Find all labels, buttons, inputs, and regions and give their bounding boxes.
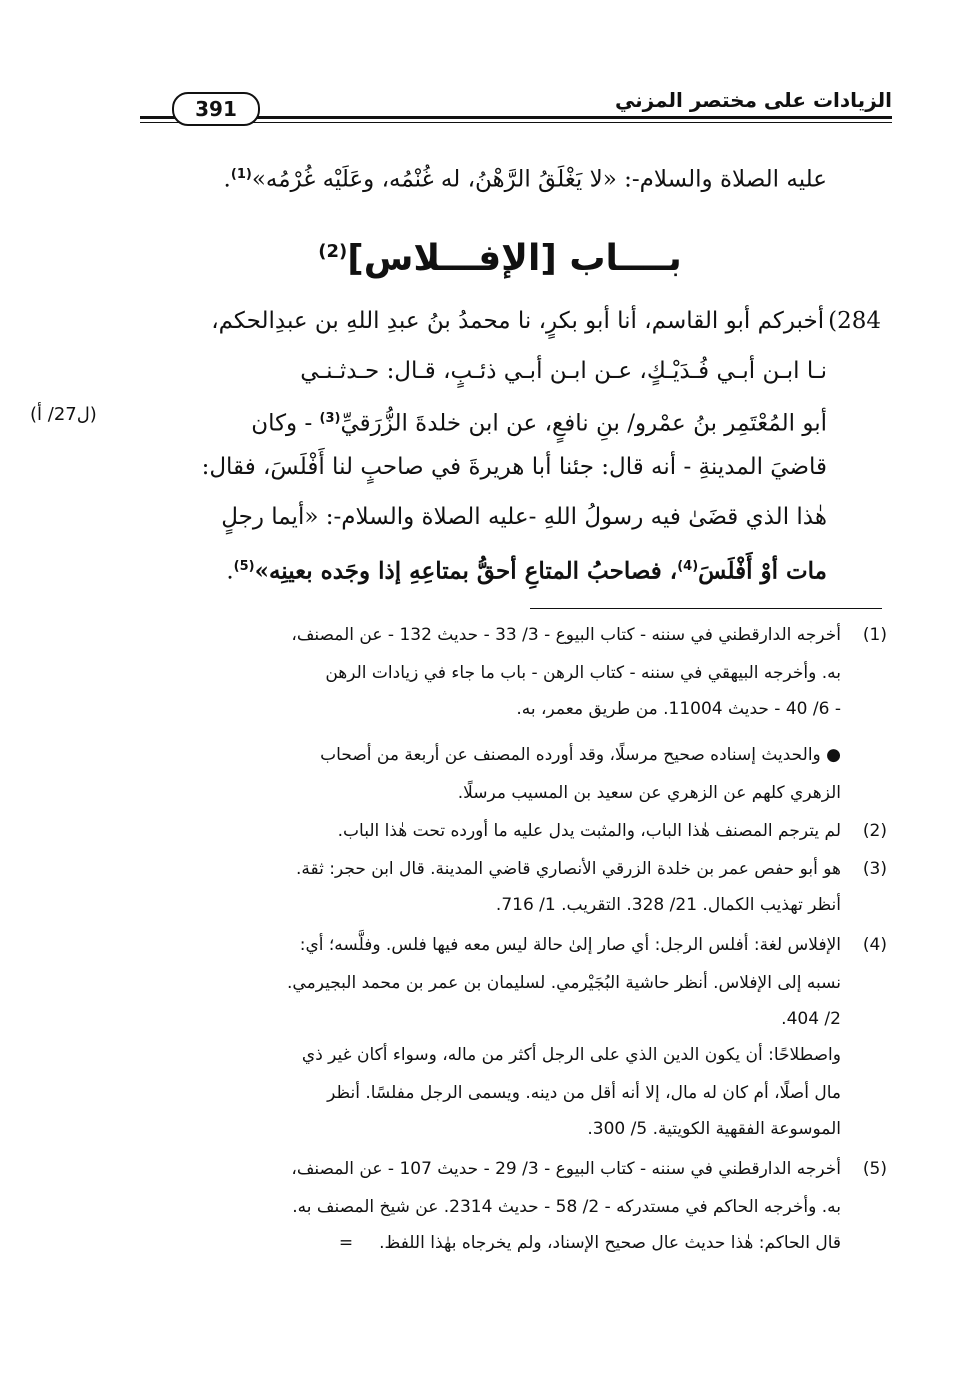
chapter-heading (300, 230, 700, 281)
hadith-text-6b: ، فصاحبُ المتاعِ أحقُّ بمتاعِهِ إذا وجَده بعينِه» (254, 557, 678, 585)
footnote-5-line-3 (339, 1230, 841, 1256)
footnote-1-line-2: به. وأخرجه البيهقي في سننه - كتاب الرهن - باب ما جاء في زيادات الرهن (325, 663, 841, 683)
footnote-4-line-5: مال أصلًا، أم كان له مال، إلا أنه أقل من دينه. ويسمى الرجل مفلسًا. أنظر (327, 1083, 841, 1103)
footnote-ref-1: (1) (230, 167, 252, 182)
footnote-4-line-4: واصطلاحًا: أن يكون الدين الذي على الرجل أكثر من ماله، وسواء أكان غير ذي (301, 1045, 841, 1065)
hadith-line-1 (211, 306, 881, 336)
footnote-1-text-1: أخرجه الدارقطني في سننه - كتاب البيوع - 3/ 33 - حديث 132 - عن المصنف، (291, 625, 841, 645)
hadith-number: 284) (828, 308, 881, 334)
footnote-4-number: (4) (862, 935, 887, 955)
footnote-2-number: (2) (862, 821, 887, 841)
footnote-5-text-1: أخرجه الدارقطني في سننه - كتاب البيوع - 3/ 29 - حديث 107 - عن المصنف، (291, 1159, 841, 1179)
footnote-5-text-3: قال الحاكم: هٰذا حديث عال صحيح الإسناد، ولم يخرجاه بهٰذا اللفظ. (379, 1233, 841, 1253)
footnote-4-line-1 (300, 932, 887, 958)
text-line-1 (224, 160, 827, 195)
continuation-mark: = (338, 1233, 354, 1253)
hadith-text-6a: مات أوْ أَفْلَسَ (698, 557, 827, 585)
footnote-1-line-4: ● والحديث إسناده صحيح مرسلًا، وقد أورده المصنف عن أربعة من أصحاب (320, 745, 841, 765)
footnote-4-line-3: 2/ 404. (781, 1009, 841, 1029)
hadith-line-3 (251, 404, 827, 439)
footnote-1-line-5: الزهري كلهم عن الزهري عن سعيد بن المسيب مرسلًا. (457, 783, 841, 803)
footnote-3-line-1 (296, 856, 887, 882)
footnote-2-line-1 (338, 818, 887, 844)
footnote-4-line-6: الموسوعة الفقهية الكويتية. 5/ 300. (587, 1119, 841, 1139)
page-header (140, 86, 892, 126)
line-1-end: . (223, 166, 231, 193)
footnote-3-text-1: هو أبو حفص عمر بن خلدة الزرقي الأنصاري قاضي المدينة. قال ابن حجر: ثقة. (296, 859, 841, 879)
footnote-3-line-2: أنظر تهذيب الكمال. 21/ 328. التقريب. 1/ 716. (495, 895, 841, 915)
page-number: 391 (172, 92, 260, 126)
footnote-4-text-1: الإفلاس لغة: أفلس الرجل: أي صار إلىٰ حالة ليس معه فيها فلس. وفلَّسه؛ أي: (299, 935, 841, 955)
footnote-2-text-1: لم يترجم المصنف هٰذا الباب، والمثبت يدل عليه ما أورده تحت هٰذا الباب. (337, 821, 841, 841)
footnote-4-line-2: نسبه إلى الإفلاس. أنظر حاشية البُجَيْرمي. لسليمان بن عمر بن محمد البجيرمي. (287, 973, 841, 993)
footnote-ref-3: (3) (319, 411, 341, 426)
manuscript-folio-marker: (ل27/ أ) (30, 404, 97, 425)
hadith-line-6 (226, 552, 827, 587)
footnote-5-line-1 (291, 1156, 887, 1182)
footnote-1-line-3: - 6/ 40 - حديث 11004. من طريق معمر، به. (516, 699, 841, 719)
hadith-line-4: قاضيَ المدينةِ - أنه قال: جئنا أبا هريرةَ في صاحبٍ لنا أَفْلَسَ، فقال: (201, 454, 827, 480)
hadith-text-1: أخبركم أبو القاسم، أنا أبو بكرٍ، نا محمدُ بنُ عبدِ اللهِ بن عبدِالحكم، (211, 308, 825, 334)
line-6-end: . (226, 558, 234, 585)
hadith-line-2: نـا ابـن أبـي فُـدَيْـكٍ، عـن ابـن أبـي ذئـبٍ، قـال: حـدثـنـي (300, 358, 827, 384)
footnote-5-line-2: به. وأخرجه الحاكم في مستدركه - 2/ 58 - حديث 2314. عن شيخ المصنف به. (292, 1197, 841, 1217)
chapter-title: بــــاب [الإفـــلاس] (347, 238, 682, 279)
running-title: الزيادات على مختصر المزني (607, 88, 892, 112)
footnote-ref-2: (2) (318, 241, 348, 262)
hadith-line-5: هٰذا الذي قضَىٰ فيه رسولُ اللهِ -عليه الصلاة والسلام-: «أيما رجلٍ (221, 504, 827, 530)
hadith-text-3a: أبو المُعْتَمِر بنُ عمْرو/ بنِ نافعٍ، عن ابن خلدةَ الزُّرَقيِّ (340, 410, 827, 437)
footnote-ref-5: (5) (233, 559, 255, 574)
text-line-1-body: عليه الصلاة والسلام-: «لا يَغْلَقُ الرَّهْنُ، له غُنْمُه، وعَلَيْه غُرْمُه» (251, 166, 827, 193)
footnote-1-number: (1) (862, 625, 887, 645)
footnote-1-line-1 (291, 622, 887, 648)
footnote-3-number: (3) (862, 859, 887, 879)
footnote-ref-4: (4) (677, 559, 699, 574)
footnote-separator (530, 608, 882, 609)
hadith-text-3b: - وكان (251, 410, 320, 437)
footnote-5-number: (5) (862, 1159, 887, 1179)
